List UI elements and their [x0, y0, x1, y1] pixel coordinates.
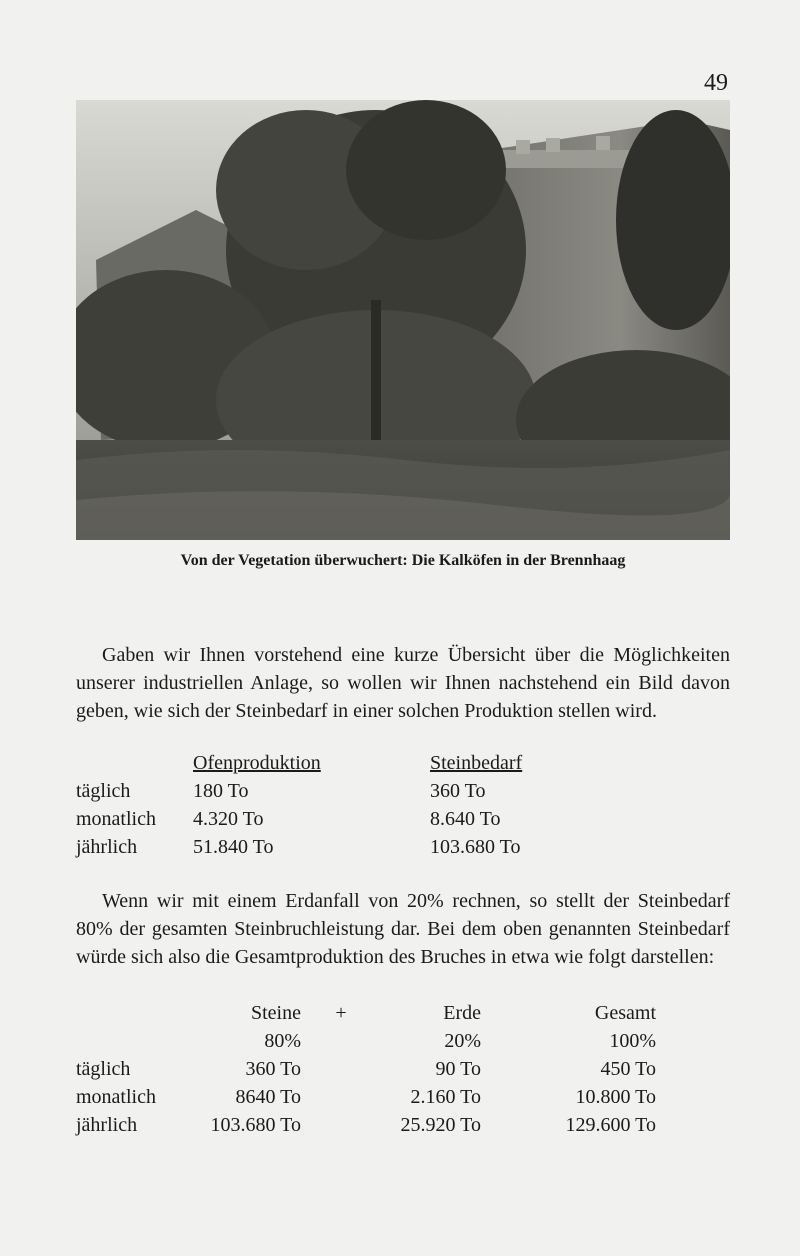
row-label: monatlich — [76, 808, 156, 830]
cell-erde: 2.160 To — [410, 1086, 481, 1108]
table-row — [76, 836, 630, 864]
row-label: monatlich — [76, 1086, 156, 1108]
table-row — [76, 1086, 656, 1114]
intro-paragraph — [76, 641, 730, 725]
cell-gesamt: 10.800 To — [575, 1086, 656, 1108]
oven-production-table — [76, 752, 630, 864]
figure-caption: Von der Vegetation überwuchert: Die Kalköfen in der Brennhaag — [180, 552, 626, 569]
row-label: jährlich — [76, 836, 138, 858]
table-row — [76, 808, 630, 836]
cell-steine: 8640 To — [235, 1086, 301, 1108]
table-row — [76, 1058, 656, 1086]
intro-paragraph-text: Gaben wir Ihnen vorstehend eine kurze Übersicht über die Möglichkeiten unserer industriellen Anlage, so wollen wir Ihnen nachstehend ein Bild davon geben, wie sich der Steinbedarf in einer solchen Produktion stellen wird. — [76, 644, 730, 722]
cell-ofen: 4.320 To — [193, 808, 264, 830]
total-production-table — [76, 1002, 656, 1142]
cell-gesamt: 129.600 To — [565, 1114, 656, 1136]
cell-steine: 103.680 To — [210, 1114, 301, 1136]
cell-erde: 90 To — [435, 1058, 481, 1080]
table-header-row — [76, 752, 630, 780]
column-header-erde: Erde — [443, 1002, 481, 1024]
cell-erde: 25.920 To — [400, 1114, 481, 1136]
percent-steine: 80% — [264, 1030, 301, 1052]
cell-ofen: 180 To — [193, 780, 249, 802]
plus-sign: + — [335, 1002, 347, 1024]
cell-steine: 360 To — [245, 1058, 301, 1080]
column-header-gesamt: Gesamt — [594, 1002, 656, 1024]
column-header-steinbedarf: Steinbedarf — [430, 752, 523, 774]
calculation-paragraph-text: Wenn wir mit einem Erdanfall von 20% rechnen, so stellt der Steinbedarf 80% der gesamten Steinbruchleistung dar. Bei dem oben genannten Steinbedarf würde sich also die Gesamtproduktion des Bruches in etwa wie folgt darstellen: — [76, 890, 730, 968]
calculation-paragraph — [76, 887, 730, 971]
percent-gesamt: 100% — [609, 1030, 656, 1052]
table-row — [76, 1114, 656, 1142]
cell-stein: 360 To — [430, 780, 486, 802]
percent-row — [76, 1030, 656, 1058]
percent-erde: 20% — [444, 1030, 481, 1052]
column-header-ofenproduktion: Ofenproduktion — [193, 752, 321, 774]
column-header-steine: Steine — [251, 1002, 301, 1024]
table-header-row — [76, 1002, 656, 1030]
kiln-ruins-photo — [76, 100, 730, 540]
cell-stein: 103.680 To — [430, 836, 521, 858]
row-label: jährlich — [76, 1114, 138, 1136]
cell-ofen: 51.840 To — [193, 836, 274, 858]
page-number: 49 — [704, 70, 728, 96]
row-label: täglich — [76, 1058, 131, 1080]
table-row — [76, 780, 630, 808]
row-label: täglich — [76, 780, 131, 802]
cell-stein: 8.640 To — [430, 808, 501, 830]
cell-gesamt: 450 To — [600, 1058, 656, 1080]
